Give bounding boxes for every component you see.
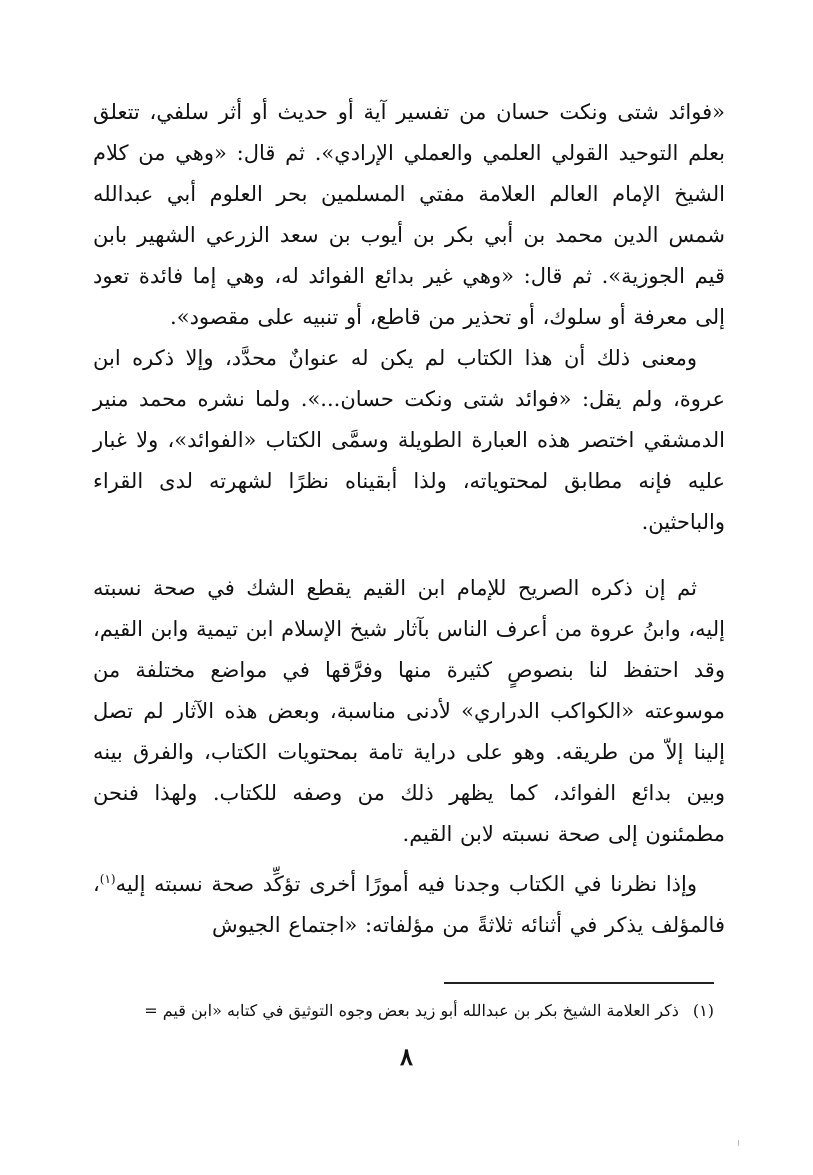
- paragraph-3: ثم إن ذكره الصريح للإمام ابن القيم يقطع الشك في صحة نسبته إليه، وابنُ عروة من أعرف الناس بآثار شيخ الإسلام ابن تيمية وابن القيم، وقد احتفظ لنا بنصوصٍ كثيرة منها وفرَّقها في مواضع مختلفة من موسوعته «الكواكب الدراري» لأدنى مناسبة، وبعض هذه الآثار لم تصل إلينا إلاّ من طريقه. وهو على دراية تامة بمحتويات الكتاب، والفرق بينه وبين بدائع الفوائد، كما يظهر ذلك من وصفه للكتاب. ولهذا فنحن مطمئنون إلى صحة نسبته لابن القيم.: [93, 576, 726, 846]
- paragraph-1-block: [93, 92, 725, 338]
- footnote: [89, 998, 714, 1024]
- paragraph-4-text-before: وإذا نظرنا في الكتاب وجدنا فيه أمورًا أخرى تؤكِّد صحة نسبته إليه: [115, 872, 697, 896]
- paragraph-1: «فوائد شتى ونكت حسان من تفسير آية أو حديث أو أثر سلفي، تتعلق بعلم التوحيد القولي العلمي والعملي الإرادي». ثم قال: «وهي من كلام الشيخ الإمام العالم العلامة مفتي المسلمين بحر العلوم أبي عبدالله شمس الدين محمد بن أبي بكر بن أيوب بن سعد الزرعي الشهير بابن قيم الجوزية». ثم قال: «وهي غير بدائع الفوائد له، وهي إما فائدة تعود إلى معرفة أو سلوك، أو تحذير من قاطع، أو تنبيه على مقصود».: [93, 100, 725, 329]
- scan-mark: [738, 1140, 739, 1146]
- paragraph-3-block: [93, 568, 725, 855]
- paragraph-2-block: [93, 338, 725, 543]
- paragraph-4-block: [93, 864, 725, 946]
- paragraph-2: ومعنى ذلك أن هذا الكتاب لم يكن له عنوانٌ محدَّد، وإلا ذكره ابن عروة، ولم يقل: «فوائد شتى ونكت حسان...». ولما نشره محمد منير الدمشقي اختصر هذه العبارة الطويلة وسمَّى الكتاب «الفوائد»، ولا غبار عليه فإنه مطابق لمحتوياته، ولذا أبقيناه نظرًا لشهرته لدى القراء والباحثين.: [93, 346, 725, 534]
- page-number: ٨: [400, 1042, 413, 1071]
- footnote-separator: [444, 982, 714, 984]
- paragraph-4-text-after: ، فالمؤلف يذكر في أثنائه ثلاثةً من مؤلفاته: «اجتماع الجيوش: [93, 872, 725, 937]
- footnote-number: (١): [692, 1001, 714, 1020]
- footnote-reference: (١): [99, 872, 116, 886]
- paragraph-4: [93, 864, 725, 946]
- footnote-text: ذكر العلامة الشيخ بكر بن عبدالله أبو زيد بعض وجوه التوثيق في كتابه «ابن قيم =: [144, 1001, 679, 1020]
